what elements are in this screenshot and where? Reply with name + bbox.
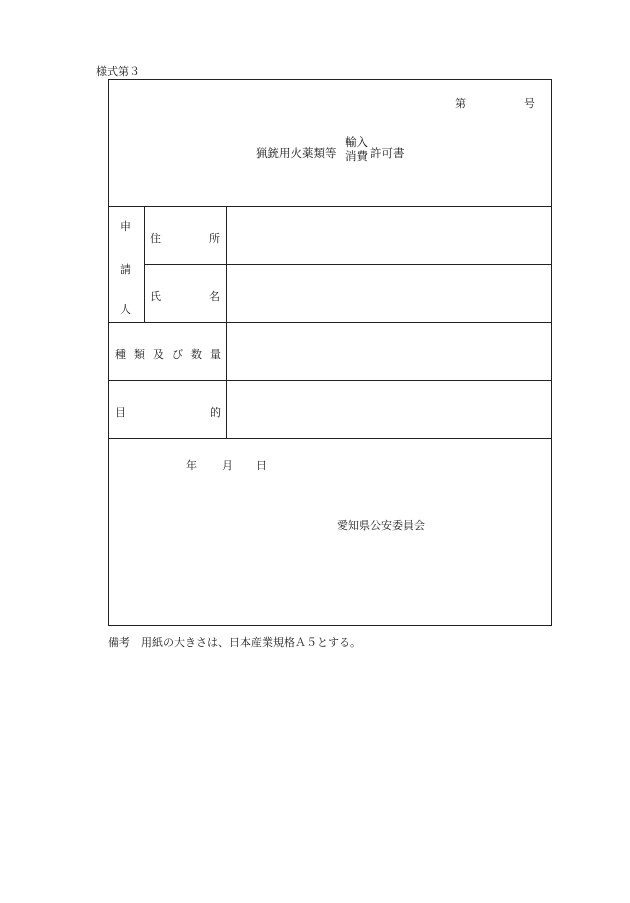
form-number-label: 様式第３ — [96, 65, 140, 78]
kind-quantity-field[interactable] — [227, 323, 551, 380]
row-divider-purpose — [108, 438, 552, 439]
purpose-label-char-1: 目 — [115, 406, 126, 419]
address-label-char-1: 住 — [150, 232, 161, 245]
name-label-char-1: 氏 — [150, 290, 161, 303]
date-year-label: 年 — [186, 459, 197, 472]
applicant-label-char-3: 人 — [120, 303, 131, 316]
permit-number-suffix: 号 — [524, 97, 535, 110]
name-label-char-2: 名 — [209, 290, 220, 303]
applicant-label-char-2: 請 — [120, 263, 131, 276]
purpose-label-char-2: 的 — [210, 406, 221, 419]
date-day-label: 日 — [256, 459, 267, 472]
kind-label-char-1: 種 — [115, 348, 126, 361]
permit-title-tail: 許可書 — [370, 146, 405, 160]
address-field[interactable] — [227, 207, 551, 264]
address-label-char-2: 所 — [209, 232, 220, 245]
purpose-field[interactable] — [227, 381, 551, 438]
permit-title-main: 猟銃用火薬類等 — [256, 146, 337, 160]
kind-label-char-5: 数 — [191, 348, 202, 361]
kind-label-char-4: び — [172, 348, 183, 361]
date-month-label: 月 — [222, 459, 233, 472]
remarks-note: 備考 用紙の大きさは、日本産業規格Ａ５とする。 — [108, 636, 361, 649]
column-divider-applicant — [144, 206, 145, 322]
permit-title-import: 輸入 — [345, 135, 368, 149]
applicant-label-char-1: 申 — [120, 220, 131, 233]
kind-label-char-6: 量 — [210, 348, 221, 361]
name-field[interactable] — [227, 265, 551, 322]
permit-title-stack — [345, 135, 368, 163]
permit-title-consume: 消費 — [345, 149, 368, 163]
kind-label-char-3: 及 — [153, 348, 164, 361]
kind-label-char-2: 類 — [134, 348, 145, 361]
issuer-name: 愛知県公安委員会 — [337, 519, 425, 532]
permit-number-prefix: 第 — [455, 97, 466, 110]
